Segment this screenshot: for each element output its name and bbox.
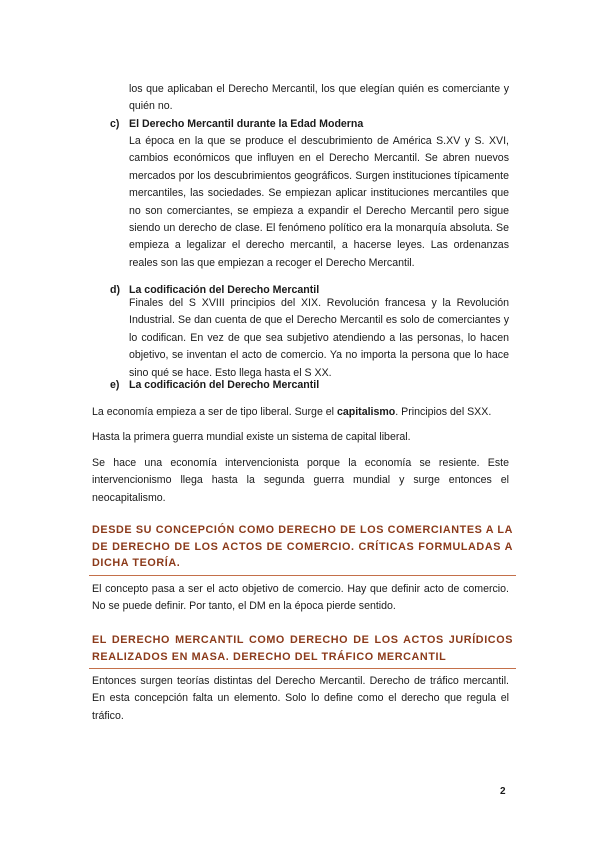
paragraph-teorias: Entonces surgen teorías distintas del Derecho Mercantil. Derecho de tráfico mercantil. En esta concepción falta un elemento. Solo lo define como el derecho que regula el tráfico. xyxy=(92,675,509,722)
paragraph-acto-objetivo: El concepto pasa a ser el acto objetivo de comercio. Hay que definir acto de comercio. No se puede definir. Por tanto, el DM en la época pierde sentido. xyxy=(92,583,509,613)
list-item-c-text: La época en la que se produce el descubrimiento de América S.XV y S. XVI, cambios económicos que influyen en el Derecho Mercantil. Se abren nuevos mercados por los descubrimientos geográficos. Surgen instituciones típicamente mercantiles, las sociedades. Se empiezan aplicar instituciones mercantiles que no son comerciantes, se empieza a expandir el Derecho Mercantil pero sigue siendo un derecho de clase. El fenómeno político era la monarquía absoluta. Se empieza a legalizar el derecho mercantil, a hacerse leyes. Las ordenanzas reales son las que empiezan a recoger el Derecho Mercantil. xyxy=(129,135,509,269)
list-item-c-heading xyxy=(110,116,363,133)
section-heading-actos-comercio: DESDE SU CONCEPCIÓN COMO DERECHO DE LOS COMERCIANTES A LA DE DERECHO DE LOS ACTOS DE COMERCIO. CRÍTICAS FORMULADAS A DICHA TEORÍA. xyxy=(89,520,516,576)
page-number: 2 xyxy=(500,786,506,797)
list-marker-e: e) xyxy=(110,379,120,391)
list-item-c-title: El Derecho Mercantil durante la Edad Moderna xyxy=(129,118,364,130)
list-item-e-heading xyxy=(110,377,319,394)
paragraph-capitalismo-bold: capitalismo xyxy=(336,406,396,418)
paragraph-capitalismo xyxy=(92,404,509,421)
list-item-d-title: La codificación del Derecho Mercantil xyxy=(129,284,320,296)
paragraph-intervencionismo: Se hace una economía intervencionista porque la economía se resiente. Este intervencionismo llega hasta la segunda guerra mundial y surge entonces el neocapitalismo. xyxy=(92,457,509,504)
paragraph-capitalismo-end: . Principios del SXX. xyxy=(395,406,492,418)
paragraph-primera-guerra: Hasta la primera guerra mundial existe un sistema de capital liberal. xyxy=(92,431,411,443)
section-heading-trafico-mercantil: EL DERECHO MERCANTIL COMO DERECHO DE LOS ACTOS JURÍDICOS REALIZADOS EN MASA. DERECHO DEL TRÁFICO MERCANTIL xyxy=(89,630,516,669)
list-marker-d: d) xyxy=(110,284,120,296)
list-item-e-title: La codificación del Derecho Mercantil xyxy=(129,379,320,391)
paragraph-capitalismo-start: La economía empieza a ser de tipo liberal. Surge el xyxy=(92,406,337,418)
list-marker-c: c) xyxy=(110,118,120,130)
list-item-d-text: Finales del S XVIII principios del XIX. Revolución francesa y la Revolución Industrial. Se dan cuenta de que el Derecho Mercantil es solo de comerciantes y lo codifican. En vez de que sea subjetivo atendiendo a las personas, lo hacen objetivo, se inventan el acto de comercio. Ya no importa la persona que lo hace sino qué se hace. Esto llega hasta el S XX. xyxy=(129,297,509,379)
continuation-paragraph: los que aplicaban el Derecho Mercantil, los que elegían quién es comerciante y quién no. xyxy=(129,83,509,113)
